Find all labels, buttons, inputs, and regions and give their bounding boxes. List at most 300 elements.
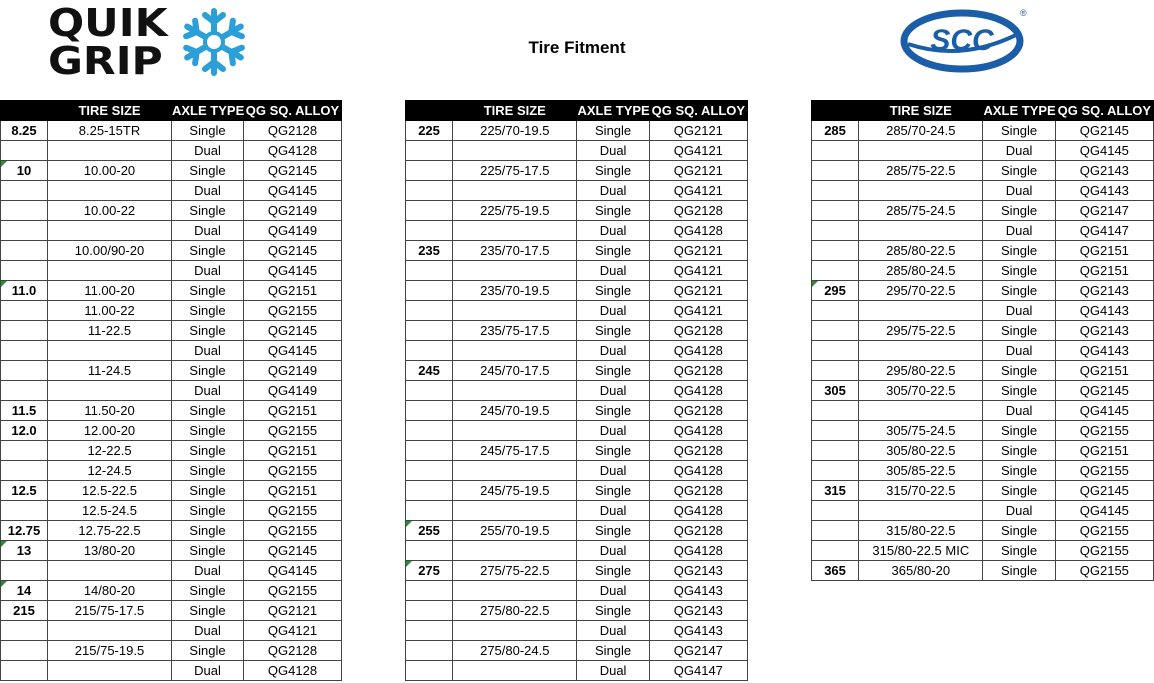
- size-group-cell: [406, 381, 453, 401]
- table-row: [406, 621, 748, 641]
- tire-size-cell: [48, 661, 172, 681]
- tire-size-cell: 12-24.5: [48, 461, 172, 481]
- alloy-part-cell: QG2147: [1055, 201, 1153, 221]
- table-row: [812, 201, 1154, 221]
- tire-size-cell: 305/80-22.5: [859, 441, 983, 461]
- axle-type-cell: Single: [172, 321, 244, 341]
- column-header: QG SQ. ALLOY: [649, 101, 747, 121]
- alloy-part-cell: QG4147: [649, 661, 747, 681]
- size-group-cell: 245: [406, 361, 453, 381]
- size-group-cell: [406, 221, 453, 241]
- size-group-cell: [812, 241, 859, 261]
- size-group-cell: 13: [1, 541, 48, 561]
- tire-size-cell: [48, 261, 172, 281]
- axle-type-cell: Dual: [172, 181, 244, 201]
- tire-size-cell: 285/80-24.5: [859, 261, 983, 281]
- size-group-cell: [406, 161, 453, 181]
- size-group-cell: [406, 441, 453, 461]
- size-group-cell: [812, 361, 859, 381]
- tire-size-cell: 12.5-22.5: [48, 481, 172, 501]
- scc-logo-text: SCC: [930, 24, 994, 57]
- alloy-part-cell: QG4149: [244, 381, 342, 401]
- size-group-cell: 215: [1, 601, 48, 621]
- size-group-cell: 8.25: [1, 121, 48, 141]
- table-row: [406, 281, 748, 301]
- tire-size-cell: 315/80-22.5 MIC: [859, 541, 983, 561]
- tire-size-cell: [859, 401, 983, 421]
- tire-size-cell: [48, 341, 172, 361]
- size-group-cell: 365: [812, 561, 859, 581]
- axle-type-cell: Single: [172, 241, 244, 261]
- size-group-cell: [812, 141, 859, 161]
- size-group-cell: [812, 461, 859, 481]
- table-row: [1, 181, 342, 201]
- axle-type-cell: Single: [577, 241, 649, 261]
- tire-size-cell: 285/75-24.5: [859, 201, 983, 221]
- alloy-part-cell: QG2143: [1055, 321, 1153, 341]
- axle-type-cell: Single: [577, 281, 649, 301]
- table-row: [406, 661, 748, 681]
- axle-type-cell: Dual: [172, 341, 244, 361]
- table-row: [1, 481, 342, 501]
- alloy-part-cell: QG4128: [649, 221, 747, 241]
- alloy-part-cell: QG2155: [244, 301, 342, 321]
- axle-type-cell: Dual: [577, 461, 649, 481]
- table-row: [812, 461, 1154, 481]
- alloy-part-cell: QG2128: [649, 521, 747, 541]
- axle-type-cell: Single: [983, 361, 1055, 381]
- alloy-part-cell: QG2128: [244, 121, 342, 141]
- axle-type-cell: Single: [983, 281, 1055, 301]
- size-group-cell: [812, 541, 859, 561]
- table-header-row: [1, 101, 342, 121]
- tire-size-cell: [859, 141, 983, 161]
- axle-type-cell: Dual: [983, 181, 1055, 201]
- size-group-cell: [1, 341, 48, 361]
- axle-type-cell: Single: [172, 421, 244, 441]
- size-group-cell: [1, 621, 48, 641]
- axle-type-cell: Single: [983, 241, 1055, 261]
- tire-size-cell: 11.50-20: [48, 401, 172, 421]
- tire-size-cell: 10.00/90-20: [48, 241, 172, 261]
- tire-size-cell: 285/75-22.5: [859, 161, 983, 181]
- alloy-part-cell: QG4128: [649, 501, 747, 521]
- tire-size-cell: [453, 541, 577, 561]
- axle-type-cell: Dual: [577, 141, 649, 161]
- axle-type-cell: Single: [983, 201, 1055, 221]
- axle-type-cell: Single: [172, 641, 244, 661]
- tire-size-cell: [453, 421, 577, 441]
- table-header-row: [406, 101, 748, 121]
- alloy-part-cell: QG2151: [1055, 241, 1153, 261]
- axle-type-cell: Single: [172, 541, 244, 561]
- table-row: [406, 401, 748, 421]
- axle-type-cell: Single: [577, 161, 649, 181]
- tire-size-cell: 315/70-22.5: [859, 481, 983, 501]
- tire-size-cell: 10.00-22: [48, 201, 172, 221]
- table-row: [406, 221, 748, 241]
- column-header: AXLE TYPE: [577, 101, 649, 121]
- alloy-part-cell: QG4145: [244, 561, 342, 581]
- axle-type-cell: Dual: [577, 501, 649, 521]
- alloy-part-cell: QG2151: [244, 281, 342, 301]
- axle-type-cell: Dual: [577, 341, 649, 361]
- size-group-cell: [812, 321, 859, 341]
- table-row: [1, 321, 342, 341]
- axle-type-cell: Dual: [172, 621, 244, 641]
- tire-size-cell: 305/75-24.5: [859, 421, 983, 441]
- axle-type-cell: Single: [577, 521, 649, 541]
- table-row: [406, 181, 748, 201]
- axle-type-cell: Single: [172, 361, 244, 381]
- size-group-cell: [406, 301, 453, 321]
- axle-type-cell: Single: [577, 361, 649, 381]
- table-row: [1, 521, 342, 541]
- table-row: [1, 541, 342, 561]
- tire-size-cell: 215/75-17.5: [48, 601, 172, 621]
- table-row: [406, 321, 748, 341]
- table-row: [1, 581, 342, 601]
- page-title: Tire Fitment: [528, 38, 626, 57]
- alloy-part-cell: QG2143: [649, 601, 747, 621]
- size-group-cell: [812, 521, 859, 541]
- size-group-cell: [812, 261, 859, 281]
- alloy-part-cell: QG2155: [244, 581, 342, 601]
- alloy-part-cell: QG2128: [649, 481, 747, 501]
- size-group-cell: 12.0: [1, 421, 48, 441]
- size-group-cell: [406, 501, 453, 521]
- alloy-part-cell: QG4145: [1055, 501, 1153, 521]
- table-row: [812, 241, 1154, 261]
- axle-type-cell: Dual: [577, 301, 649, 321]
- axle-type-cell: Dual: [172, 561, 244, 581]
- alloy-part-cell: QG2128: [649, 321, 747, 341]
- tire-size-cell: 225/75-17.5: [453, 161, 577, 181]
- tire-size-cell: 12.75-22.5: [48, 521, 172, 541]
- axle-type-cell: Dual: [577, 381, 649, 401]
- tire-size-cell: 295/75-22.5: [859, 321, 983, 341]
- alloy-part-cell: QG2121: [649, 121, 747, 141]
- axle-type-cell: Single: [983, 121, 1055, 141]
- alloy-part-cell: QG4128: [244, 661, 342, 681]
- alloy-part-cell: QG2155: [1055, 421, 1153, 441]
- tire-size-cell: 285/80-22.5: [859, 241, 983, 261]
- axle-type-cell: Single: [577, 441, 649, 461]
- axle-type-cell: Dual: [172, 261, 244, 281]
- tire-size-cell: [453, 621, 577, 641]
- size-group-cell: [406, 621, 453, 641]
- table-row: [406, 501, 748, 521]
- size-group-cell: [406, 541, 453, 561]
- tire-size-cell: [859, 501, 983, 521]
- tire-size-cell: 215/75-19.5: [48, 641, 172, 661]
- size-group-cell: [812, 201, 859, 221]
- column-header: AXLE TYPE: [983, 101, 1055, 121]
- size-group-cell: [406, 401, 453, 421]
- tire-size-cell: [453, 341, 577, 361]
- table-row: [1, 121, 342, 141]
- table-row: [406, 341, 748, 361]
- table-row: [1, 421, 342, 441]
- table-row: [406, 161, 748, 181]
- size-group-cell: [1, 261, 48, 281]
- alloy-part-cell: QG2143: [649, 561, 747, 581]
- table-row: [812, 221, 1154, 241]
- table-row: [812, 181, 1154, 201]
- table-row: [1, 281, 342, 301]
- table-row: [1, 661, 342, 681]
- tire-size-cell: [859, 221, 983, 241]
- size-group-cell: [812, 301, 859, 321]
- alloy-part-cell: QG2143: [1055, 161, 1153, 181]
- fitment-table-1: [0, 100, 342, 681]
- tire-size-cell: 275/75-22.5: [453, 561, 577, 581]
- size-group-cell: [812, 501, 859, 521]
- size-group-cell: [1, 321, 48, 341]
- alloy-part-cell: QG4128: [649, 381, 747, 401]
- size-group-cell: 305: [812, 381, 859, 401]
- size-group-cell: [406, 201, 453, 221]
- alloy-part-cell: QG2145: [244, 161, 342, 181]
- axle-type-cell: Single: [577, 601, 649, 621]
- axle-type-cell: Single: [172, 481, 244, 501]
- alloy-part-cell: QG4149: [244, 221, 342, 241]
- table-row: [406, 301, 748, 321]
- size-group-cell: [406, 481, 453, 501]
- size-group-cell: [1, 361, 48, 381]
- table-row: [406, 461, 748, 481]
- alloy-part-cell: QG4121: [244, 621, 342, 641]
- tire-size-cell: [453, 301, 577, 321]
- table-row: [406, 201, 748, 221]
- axle-type-cell: Dual: [983, 401, 1055, 421]
- tire-size-cell: 11-22.5: [48, 321, 172, 341]
- alloy-part-cell: QG2121: [244, 601, 342, 621]
- alloy-part-cell: QG4145: [244, 181, 342, 201]
- size-group-cell: [406, 581, 453, 601]
- table-row: [812, 481, 1154, 501]
- tire-size-cell: [48, 141, 172, 161]
- tire-size-cell: 295/80-22.5: [859, 361, 983, 381]
- table-row: [812, 141, 1154, 161]
- tire-size-cell: 305/70-22.5: [859, 381, 983, 401]
- axle-type-cell: Single: [983, 561, 1055, 581]
- table-row: [406, 121, 748, 141]
- size-group-cell: [1, 561, 48, 581]
- alloy-part-cell: QG2128: [649, 361, 747, 381]
- table-row: [406, 381, 748, 401]
- tire-size-cell: 10.00-20: [48, 161, 172, 181]
- alloy-part-cell: QG4143: [1055, 301, 1153, 321]
- alloy-part-cell: QG2155: [244, 521, 342, 541]
- tire-size-cell: [48, 381, 172, 401]
- alloy-part-cell: QG2128: [244, 641, 342, 661]
- axle-type-cell: Single: [172, 281, 244, 301]
- alloy-part-cell: QG4145: [244, 341, 342, 361]
- table-row: [1, 141, 342, 161]
- table-row: [406, 141, 748, 161]
- axle-type-cell: Single: [983, 521, 1055, 541]
- table-row: [1, 361, 342, 381]
- alloy-part-cell: QG4121: [649, 261, 747, 281]
- size-group-cell: [1, 381, 48, 401]
- size-group-cell: [1, 501, 48, 521]
- size-group-cell: 315: [812, 481, 859, 501]
- axle-type-cell: Single: [172, 581, 244, 601]
- alloy-part-cell: QG2145: [1055, 121, 1153, 141]
- alloy-part-cell: QG2155: [244, 421, 342, 441]
- table-row: [1, 501, 342, 521]
- tire-size-cell: 235/70-17.5: [453, 241, 577, 261]
- size-group-cell: [406, 601, 453, 621]
- table-row: [812, 501, 1154, 521]
- column-header: [1, 101, 48, 121]
- table-row: [1, 441, 342, 461]
- axle-type-cell: Single: [983, 161, 1055, 181]
- size-group-cell: [1, 221, 48, 241]
- size-group-cell: [812, 181, 859, 201]
- size-group-cell: [406, 641, 453, 661]
- size-group-cell: [812, 421, 859, 441]
- table-row: [812, 561, 1154, 581]
- table-row: [812, 421, 1154, 441]
- column-header: [812, 101, 859, 121]
- size-group-cell: [812, 341, 859, 361]
- table-row: [406, 361, 748, 381]
- axle-type-cell: Single: [577, 561, 649, 581]
- tire-size-cell: 295/70-22.5: [859, 281, 983, 301]
- axle-type-cell: Single: [172, 301, 244, 321]
- tire-size-cell: 365/80-20: [859, 561, 983, 581]
- column-header: QG SQ. ALLOY: [244, 101, 342, 121]
- alloy-part-cell: QG4121: [649, 181, 747, 201]
- tire-size-cell: 11.00-22: [48, 301, 172, 321]
- size-group-cell: [1, 181, 48, 201]
- size-group-cell: [406, 421, 453, 441]
- alloy-part-cell: QG4143: [1055, 181, 1153, 201]
- alloy-part-cell: QG2128: [649, 401, 747, 421]
- size-group-cell: 225: [406, 121, 453, 141]
- tire-size-cell: 245/75-19.5: [453, 481, 577, 501]
- table-row: [406, 421, 748, 441]
- size-group-cell: [406, 281, 453, 301]
- size-group-cell: [406, 261, 453, 281]
- tire-size-cell: 245/70-19.5: [453, 401, 577, 421]
- alloy-part-cell: QG2121: [649, 241, 747, 261]
- scc-logo: [900, 4, 1030, 74]
- size-group-cell: 12.5: [1, 481, 48, 501]
- alloy-part-cell: QG4143: [649, 621, 747, 641]
- tire-size-cell: 235/75-17.5: [453, 321, 577, 341]
- size-group-cell: [1, 661, 48, 681]
- tire-size-cell: 245/75-17.5: [453, 441, 577, 461]
- fitment-table-3: [811, 100, 1154, 581]
- table-row: [1, 621, 342, 641]
- alloy-part-cell: QG4128: [649, 541, 747, 561]
- tire-size-cell: 315/80-22.5: [859, 521, 983, 541]
- axle-type-cell: Dual: [577, 541, 649, 561]
- table-row: [812, 541, 1154, 561]
- axle-type-cell: Dual: [577, 621, 649, 641]
- tire-size-cell: 225/70-19.5: [453, 121, 577, 141]
- tire-size-cell: 235/70-19.5: [453, 281, 577, 301]
- alloy-part-cell: QG4143: [1055, 341, 1153, 361]
- tire-size-cell: [453, 141, 577, 161]
- logo-word-quik: QUIK: [48, 1, 168, 45]
- alloy-part-cell: QG2151: [1055, 261, 1153, 281]
- size-group-cell: [1, 241, 48, 261]
- table-row: [812, 521, 1154, 541]
- axle-type-cell: Dual: [577, 421, 649, 441]
- size-group-cell: 285: [812, 121, 859, 141]
- axle-type-cell: Single: [577, 641, 649, 661]
- alloy-part-cell: QG2151: [1055, 441, 1153, 461]
- table-row: [1, 641, 342, 661]
- table-row: [812, 261, 1154, 281]
- column-header: [406, 101, 453, 121]
- table-row: [812, 401, 1154, 421]
- column-header: AXLE TYPE: [172, 101, 244, 121]
- size-group-cell: 11.0: [1, 281, 48, 301]
- tire-size-cell: [453, 181, 577, 201]
- alloy-part-cell: QG4128: [649, 421, 747, 441]
- table-row: [406, 481, 748, 501]
- table-row: [812, 301, 1154, 321]
- tire-size-cell: 14/80-20: [48, 581, 172, 601]
- size-group-cell: 12.75: [1, 521, 48, 541]
- size-group-cell: 255: [406, 521, 453, 541]
- tire-size-cell: [453, 221, 577, 241]
- table-row: [1, 221, 342, 241]
- alloy-part-cell: QG2128: [649, 201, 747, 221]
- table-row: [812, 361, 1154, 381]
- table-row: [1, 461, 342, 481]
- tire-size-cell: [453, 381, 577, 401]
- table-row: [812, 321, 1154, 341]
- alloy-part-cell: QG2121: [649, 281, 747, 301]
- size-group-cell: [1, 201, 48, 221]
- size-group-cell: [406, 661, 453, 681]
- table-row: [812, 281, 1154, 301]
- tire-size-cell: 225/75-19.5: [453, 201, 577, 221]
- alloy-part-cell: QG2121: [649, 161, 747, 181]
- column-header: TIRE SIZE: [859, 101, 983, 121]
- tire-size-cell: 275/80-24.5: [453, 641, 577, 661]
- alloy-part-cell: QG4121: [649, 141, 747, 161]
- axle-type-cell: Single: [983, 441, 1055, 461]
- axle-type-cell: Dual: [983, 141, 1055, 161]
- tire-size-cell: 13/80-20: [48, 541, 172, 561]
- axle-type-cell: Single: [577, 481, 649, 501]
- axle-type-cell: Single: [172, 441, 244, 461]
- table-row: [406, 561, 748, 581]
- tire-size-cell: [48, 621, 172, 641]
- table-row: [1, 261, 342, 281]
- alloy-part-cell: QG2155: [1055, 561, 1153, 581]
- size-group-cell: 235: [406, 241, 453, 261]
- tire-size-cell: 305/85-22.5: [859, 461, 983, 481]
- alloy-part-cell: QG4143: [649, 581, 747, 601]
- size-group-cell: [1, 641, 48, 661]
- table-row: [1, 241, 342, 261]
- alloy-part-cell: QG2145: [244, 541, 342, 561]
- axle-type-cell: Single: [577, 321, 649, 341]
- alloy-part-cell: QG2145: [244, 321, 342, 341]
- size-group-cell: [1, 141, 48, 161]
- logo-word-grip: GRIP: [48, 39, 163, 83]
- table-row: [406, 521, 748, 541]
- axle-type-cell: Single: [577, 121, 649, 141]
